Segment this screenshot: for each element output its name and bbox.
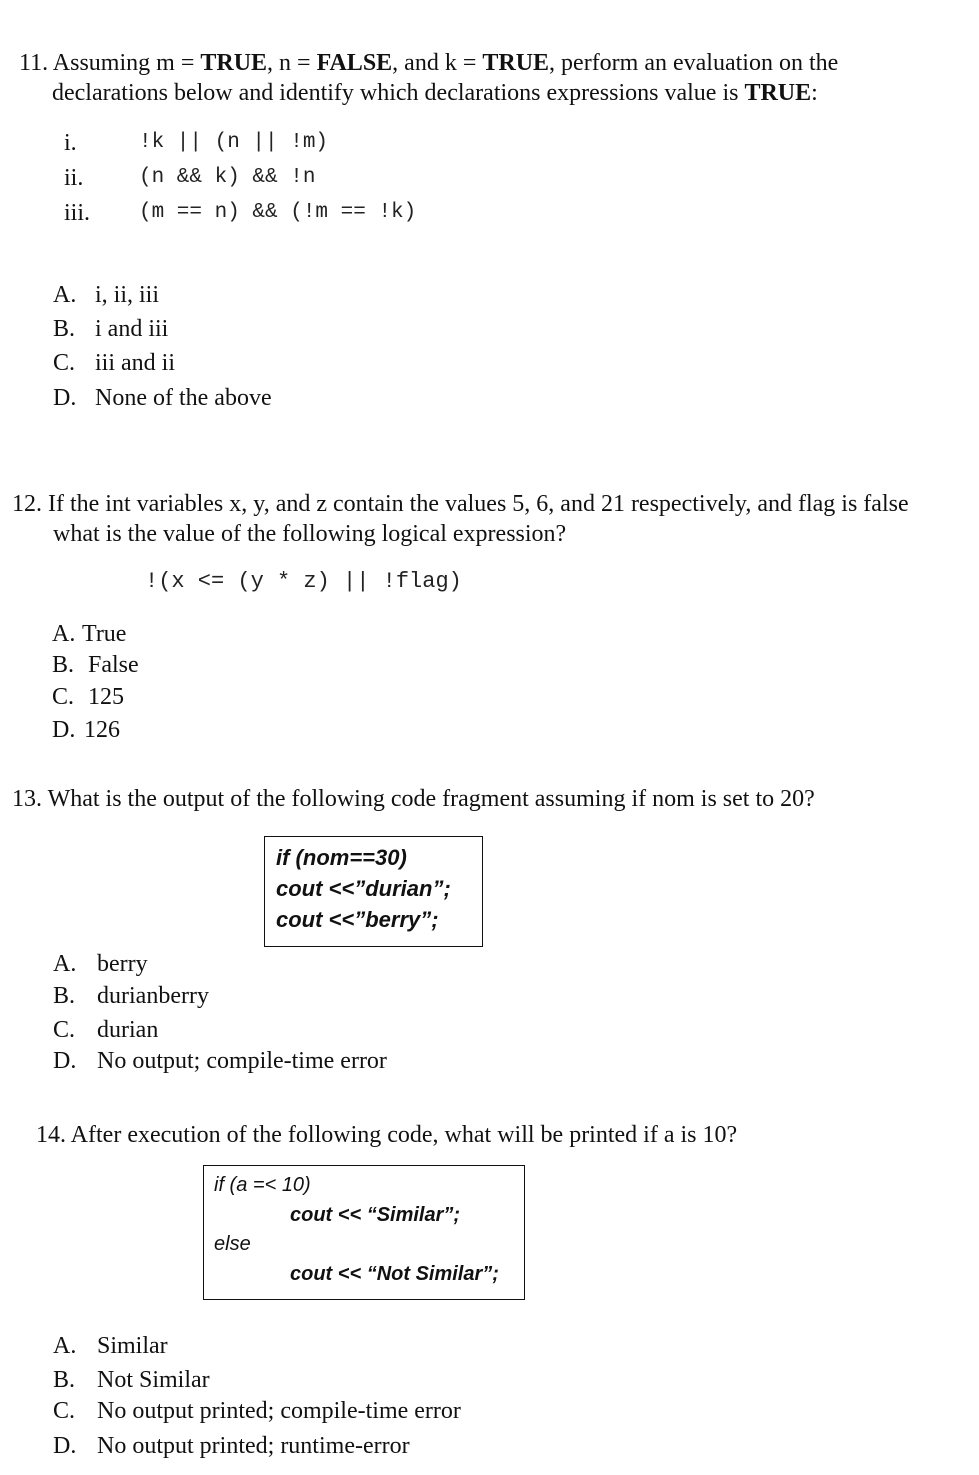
option-letter: C. [53, 1017, 76, 1043]
q14-option[interactable] [53, 1331, 168, 1361]
q14-line1: 14. After execution of the following code, what will be printed if a is 10? [36, 1122, 738, 1148]
option-text: No output printed; runtime-error [97, 1433, 410, 1459]
q11-item-expr: (n && k) && !n [139, 166, 316, 189]
option-letter: D. [53, 1048, 77, 1074]
q11-text-b: , n = [267, 50, 317, 76]
q11-option[interactable] [53, 314, 168, 344]
option-text: durianberry [97, 983, 209, 1009]
q14-option[interactable] [53, 1396, 461, 1426]
code-line: cout <<”berry”; [276, 907, 439, 932]
q12-line2: what is the value of the following logical expression? [53, 521, 567, 547]
q13-line1: 13. What is the output of the following code fragment assuming if nom is set to 20? [12, 786, 815, 812]
q13-option[interactable] [53, 1046, 387, 1076]
q11-item-num: iii. [64, 200, 91, 226]
q11-item-expr: (m == n) && (!m == !k) [139, 201, 417, 224]
code-line: cout <<”durian”; [276, 876, 451, 901]
q11-option[interactable] [53, 383, 272, 413]
option-letter: A. [53, 1333, 77, 1359]
option-letter: D. [53, 385, 77, 411]
option-letter: B. [53, 983, 76, 1009]
q12-option[interactable] [52, 682, 124, 712]
code-line: if (a =< 10) [214, 1174, 311, 1196]
option-text: No output; compile-time error [97, 1048, 387, 1074]
q13-option[interactable] [53, 981, 209, 1011]
q12-option[interactable] [52, 650, 139, 680]
option-letter: D. [52, 717, 76, 743]
option-letter: A. [52, 621, 76, 647]
q11-option[interactable] [53, 348, 175, 378]
option-text: None of the above [95, 385, 272, 411]
option-text: Similar [97, 1333, 168, 1359]
q13-code-box [264, 836, 483, 947]
code-line: cout << “Not Similar”; [290, 1263, 499, 1285]
q11-item-num: ii. [64, 165, 84, 191]
q13-option[interactable] [53, 949, 148, 979]
q11-line2-colon: : [811, 80, 818, 106]
q11-k-value: TRUE [482, 50, 550, 76]
q11-line2-text: declarations below and identify which declarations expressions value is [52, 80, 745, 106]
option-text: True [82, 621, 127, 647]
option-letter: C. [53, 1398, 76, 1424]
q11-item-expr: !k || (n || !m) [139, 131, 329, 154]
option-letter: C. [53, 350, 76, 376]
q12-expression: !(x <= (y * z) || !flag) [145, 569, 462, 594]
option-letter: A. [53, 282, 77, 308]
q11-line2 [52, 78, 818, 108]
option-letter: C. [52, 684, 75, 710]
code-line: else [214, 1233, 251, 1255]
q11-line2-true: TRUE [744, 80, 812, 106]
option-text: False [88, 652, 139, 678]
option-text: berry [97, 951, 148, 977]
q11-text-c: , and k = [392, 50, 483, 76]
q11-item-num: i. [64, 130, 77, 156]
q11-text-d: , perform an evaluation on the [549, 50, 839, 76]
option-letter: B. [53, 316, 76, 342]
option-text: durian [97, 1017, 159, 1043]
q12-line1: 12. If the int variables x, y, and z contain the values 5, 6, and 21 respectively, and flag is false [12, 491, 909, 517]
option-letter: D. [53, 1433, 77, 1459]
q14-option[interactable] [53, 1431, 410, 1461]
q11-line1 [19, 48, 838, 78]
q11-option[interactable] [53, 280, 159, 310]
q11-number: 11. [19, 50, 49, 76]
q11-text-a: Assuming m = [52, 50, 201, 76]
option-text: No output printed; compile-time error [97, 1398, 461, 1424]
option-text: i, ii, iii [95, 282, 160, 308]
code-line: if (nom==30) [276, 845, 407, 870]
q14-code-box [203, 1165, 525, 1300]
option-text: i and iii [95, 316, 169, 342]
q11-n-value: FALSE [316, 50, 393, 76]
q11-m-value: TRUE [200, 50, 268, 76]
option-text: Not Similar [97, 1367, 210, 1393]
option-letter: A. [53, 951, 77, 977]
q12-option[interactable] [52, 715, 120, 745]
option-text: iii and ii [95, 350, 175, 376]
option-text: 126 [84, 717, 120, 743]
q12-option[interactable] [52, 619, 126, 649]
option-text: 125 [88, 684, 124, 710]
q14-option[interactable] [53, 1365, 210, 1395]
option-letter: B. [52, 652, 75, 678]
q13-option[interactable] [53, 1015, 158, 1045]
option-letter: B. [53, 1367, 76, 1393]
code-line: cout << “Similar”; [290, 1204, 461, 1226]
